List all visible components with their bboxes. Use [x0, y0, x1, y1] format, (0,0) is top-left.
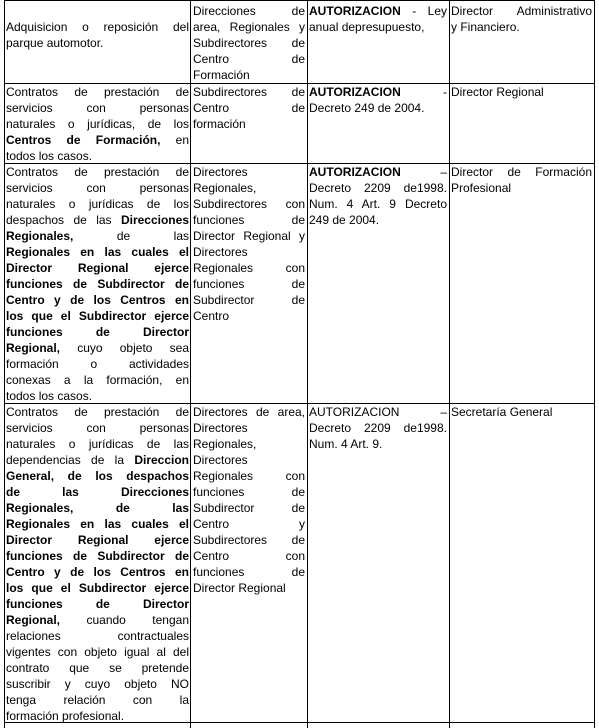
text-run: anual depresupuesto,: [309, 20, 425, 34]
text-run: –: [400, 165, 447, 179]
text-run: naturales o jurídicas de los: [6, 197, 189, 211]
cell-text-line: [6, 628, 189, 644]
bold-text-run: de las Direcciones: [6, 485, 189, 499]
cell-text-line: Director de Formación: [451, 165, 592, 179]
cell-text-line: [6, 116, 189, 132]
cell-text-line: Directores: [193, 453, 248, 467]
bold-text-run: Regionales en las cuales el: [6, 245, 189, 259]
cell-text-line: Directores: [193, 165, 248, 179]
row-1-requirement-cell: [309, 3, 447, 35]
bold-text-run: Centro y de los Centros en: [6, 293, 189, 307]
text-run: Num. 4 Art. 9.: [309, 437, 383, 451]
cell-text-line: [6, 420, 189, 436]
text-run: cuyo objeto sea: [60, 341, 189, 355]
bold-text-run: funciones de Subdirector de: [6, 549, 189, 563]
cell-text-line: [309, 180, 447, 196]
row-1-approver-cell: [451, 3, 592, 35]
text-run: servicios con personas: [6, 421, 189, 435]
cell-text-line: [6, 324, 189, 340]
cell-text-line: [6, 100, 189, 116]
row-1-item-cell: [6, 19, 189, 51]
cell-text-line: Directores de area,: [193, 405, 305, 419]
cell-text-line: [6, 84, 189, 100]
table-border-left: [4, 0, 5, 728]
text-run: cuando tengan: [60, 613, 189, 627]
bold-text-run: AUTORIZACION: [309, 165, 401, 179]
cell-text-line: [6, 644, 189, 660]
cell-text-line: [6, 276, 189, 292]
cell-text-line: Subdirectores de: [193, 533, 305, 547]
column-divider-2: [307, 0, 308, 728]
bold-text-run: Regionales en las cuales el: [6, 517, 189, 531]
cell-text-line: Profesional: [451, 181, 512, 195]
cell-text-line: [6, 356, 189, 372]
cell-text-line: Regionales con: [193, 261, 305, 275]
cell-text-line: [309, 196, 447, 212]
cell-text-line: [6, 404, 189, 420]
cell-text-line: [6, 212, 189, 228]
text-run: Contratos de prestación de: [6, 165, 189, 179]
cell-text-line: [309, 420, 447, 436]
bold-text-run: AUTORIZACION: [309, 85, 401, 99]
cell-text-line: [6, 612, 189, 628]
text-run: -: [400, 85, 447, 99]
text-run: tenga relación con la: [6, 693, 189, 707]
cell-text-line: Regionales,: [193, 437, 257, 451]
cell-text-line: [309, 164, 447, 180]
bold-text-run: Regional,: [6, 341, 61, 355]
bold-text-run: funciones de Director: [6, 325, 189, 339]
cell-text-line: y Financiero.: [451, 20, 520, 34]
row-2-approver-cell: [451, 84, 592, 100]
cell-text-line: [6, 180, 189, 196]
table-border-right: [594, 0, 595, 728]
text-run: dependencias de la: [6, 453, 135, 467]
cell-text-line: [6, 564, 189, 580]
cell-text-line: Subdirectores de: [193, 85, 305, 99]
cell-text-line: Subdirector de: [193, 293, 305, 307]
cell-text-line: Regionales con: [193, 469, 305, 483]
bold-text-run: los que el Subdirector ejerce: [6, 581, 189, 595]
cell-text-line: funciones de: [193, 485, 305, 499]
cell-text-line: [6, 452, 189, 468]
bold-text-run: Direcciones: [120, 213, 189, 227]
table-border-top: [4, 0, 595, 1]
row-1-responsible-cell: [193, 3, 305, 83]
cell-text-line: [309, 100, 447, 116]
cell-text-line: Centro de: [193, 52, 305, 66]
cell-text-line: Director Administrativo: [451, 4, 592, 18]
text-run: Contratos de prestación de: [6, 85, 189, 99]
row-2-responsible-cell: [193, 84, 305, 132]
cell-text-line: Regionales,: [193, 181, 257, 195]
cell-text-line: Centro: [193, 309, 230, 323]
cell-text-line: funciones de: [193, 277, 305, 291]
bold-text-run: Centro y de los Centros en: [6, 565, 189, 579]
cell-text-line: Director Regional y: [193, 229, 305, 243]
bold-text-run: funciones de Subdirector de: [6, 277, 189, 291]
cell-text-line: [6, 596, 189, 612]
bold-text-run: Centros de Formación,: [6, 133, 161, 147]
cell-text-line: funciones de: [193, 565, 305, 579]
bold-text-run: Director Regional ejerce: [6, 261, 189, 275]
cell-text-line: [6, 580, 189, 596]
bold-text-run: funciones de Director: [6, 597, 189, 611]
cell-text-line: [6, 692, 189, 708]
cell-text-line: [6, 500, 189, 516]
cell-text-line: [6, 148, 189, 164]
text-run: AUTORIZACION –: [309, 405, 447, 419]
column-divider-3: [449, 0, 450, 728]
cell-text-line: [6, 308, 189, 324]
cell-text-line: Centro de: [193, 101, 305, 115]
text-run: todos los casos.: [6, 389, 93, 403]
text-run: Decreto 2209 de1998.: [309, 421, 447, 435]
row-4-requirement-cell: [309, 404, 447, 452]
text-run: naturales o jurídicas, de los: [6, 117, 189, 131]
cell-text-line: Subdirectores de: [193, 36, 305, 50]
text-run: Decreto 2209 de1998.: [309, 181, 447, 195]
cell-text-line: [6, 516, 189, 532]
row-4-approver-cell: [451, 404, 592, 420]
text-run: conexas a la formación, en: [6, 373, 189, 387]
cell-text-line: [309, 212, 447, 228]
cell-text-line: [6, 372, 189, 388]
text-run: contrato que se pretende: [6, 661, 189, 675]
text-run: formación o actividades: [6, 357, 189, 371]
text-run: Contratos de prestación de: [6, 405, 189, 419]
cell-text-line: [6, 196, 189, 212]
cell-text-line: [6, 532, 189, 548]
cell-text-line: Director Regional: [193, 581, 286, 595]
cell-text-line: Subdirector de: [193, 501, 305, 515]
cell-text-line: [309, 84, 447, 100]
text-run: naturales o jurídicas de las: [6, 437, 189, 451]
cell-text-line: Directores: [193, 421, 248, 435]
cell-text-line: [6, 388, 189, 404]
row-2-requirement-cell: [309, 84, 447, 116]
cell-text-line: Secretaría General: [451, 405, 553, 419]
cell-text-line: funciones de: [193, 213, 305, 227]
cell-text-line: Subdirectores con: [193, 197, 305, 211]
bold-text-run: Regionales, de las: [6, 501, 189, 515]
bold-text-run: Director Regional ejerce: [6, 533, 189, 547]
bold-text-run: Direccion: [134, 453, 189, 467]
text-run: vigentes con objeto igual al del: [6, 645, 189, 659]
cell-text-line: formación: [193, 117, 246, 131]
bold-text-run: General, de los despachos: [6, 469, 189, 483]
text-run: formación profesional.: [6, 709, 125, 723]
cell-text-line: area, Regionales y: [193, 20, 305, 34]
text-run: relaciones contractuales: [6, 629, 189, 643]
text-run: Num. 4 Art. 9 Decreto: [309, 197, 447, 211]
row-3-responsible-cell: [193, 164, 305, 324]
cell-text-line: parque automotor.: [6, 36, 104, 50]
bold-text-run: los que el Subdirector ejerce: [6, 309, 189, 323]
cell-text-line: [309, 436, 447, 452]
text-run: suscribir y cuyo objeto NO: [6, 677, 189, 691]
cell-text-line: [6, 292, 189, 308]
column-divider-1: [190, 0, 191, 728]
cell-text-line: Centro y: [193, 517, 305, 531]
cell-text-line: [6, 708, 189, 724]
cell-text-line: Centro con: [193, 549, 305, 563]
cell-text-line: [6, 244, 189, 260]
cell-text-line: [6, 164, 189, 180]
cell-text-line: [6, 340, 189, 356]
cell-text-line: [309, 3, 447, 19]
cell-text-line: [6, 468, 189, 484]
text-run: de las: [73, 229, 189, 243]
cell-text-line: [309, 19, 447, 35]
row-2-item-cell: [6, 84, 189, 164]
cell-text-line: [6, 132, 189, 148]
row-4-responsible-cell: [193, 404, 305, 596]
cell-text-line: Directores: [193, 245, 248, 259]
cell-text-line: [6, 436, 189, 452]
text-run: en: [160, 133, 189, 147]
row-3-approver-cell: [451, 164, 592, 196]
cell-text-line: [6, 484, 189, 500]
text-run: - Ley: [400, 4, 447, 18]
cell-text-line: Director Regional: [451, 85, 544, 99]
text-run: Decreto 249 de 2004.: [309, 101, 425, 115]
cell-text-line: [6, 676, 189, 692]
cell-text-line: [6, 660, 189, 676]
cell-text-line: Direcciones de: [193, 4, 305, 18]
cell-text-line: [6, 260, 189, 276]
cell-text-line: [6, 548, 189, 564]
row-3-item-cell: [6, 164, 189, 404]
text-run: despachos de las: [6, 213, 121, 227]
bold-text-run: Regional,: [6, 613, 61, 627]
row-3-requirement-cell: [309, 164, 447, 228]
cell-text-line: [309, 404, 447, 420]
text-run: 249 de 2004.: [309, 213, 380, 227]
bold-text-run: Regionales,: [6, 229, 74, 243]
row-4-item-cell: [6, 404, 189, 724]
cell-text-line: Formación: [193, 68, 250, 82]
cell-text-line: [6, 228, 189, 244]
cell-text-line: Adquisicion o reposición del: [6, 20, 189, 34]
text-run: todos los casos.: [6, 149, 93, 163]
bold-text-run: AUTORIZACION: [309, 4, 401, 18]
text-run: servicios con personas: [6, 101, 189, 115]
text-run: servicios con personas: [6, 181, 189, 195]
